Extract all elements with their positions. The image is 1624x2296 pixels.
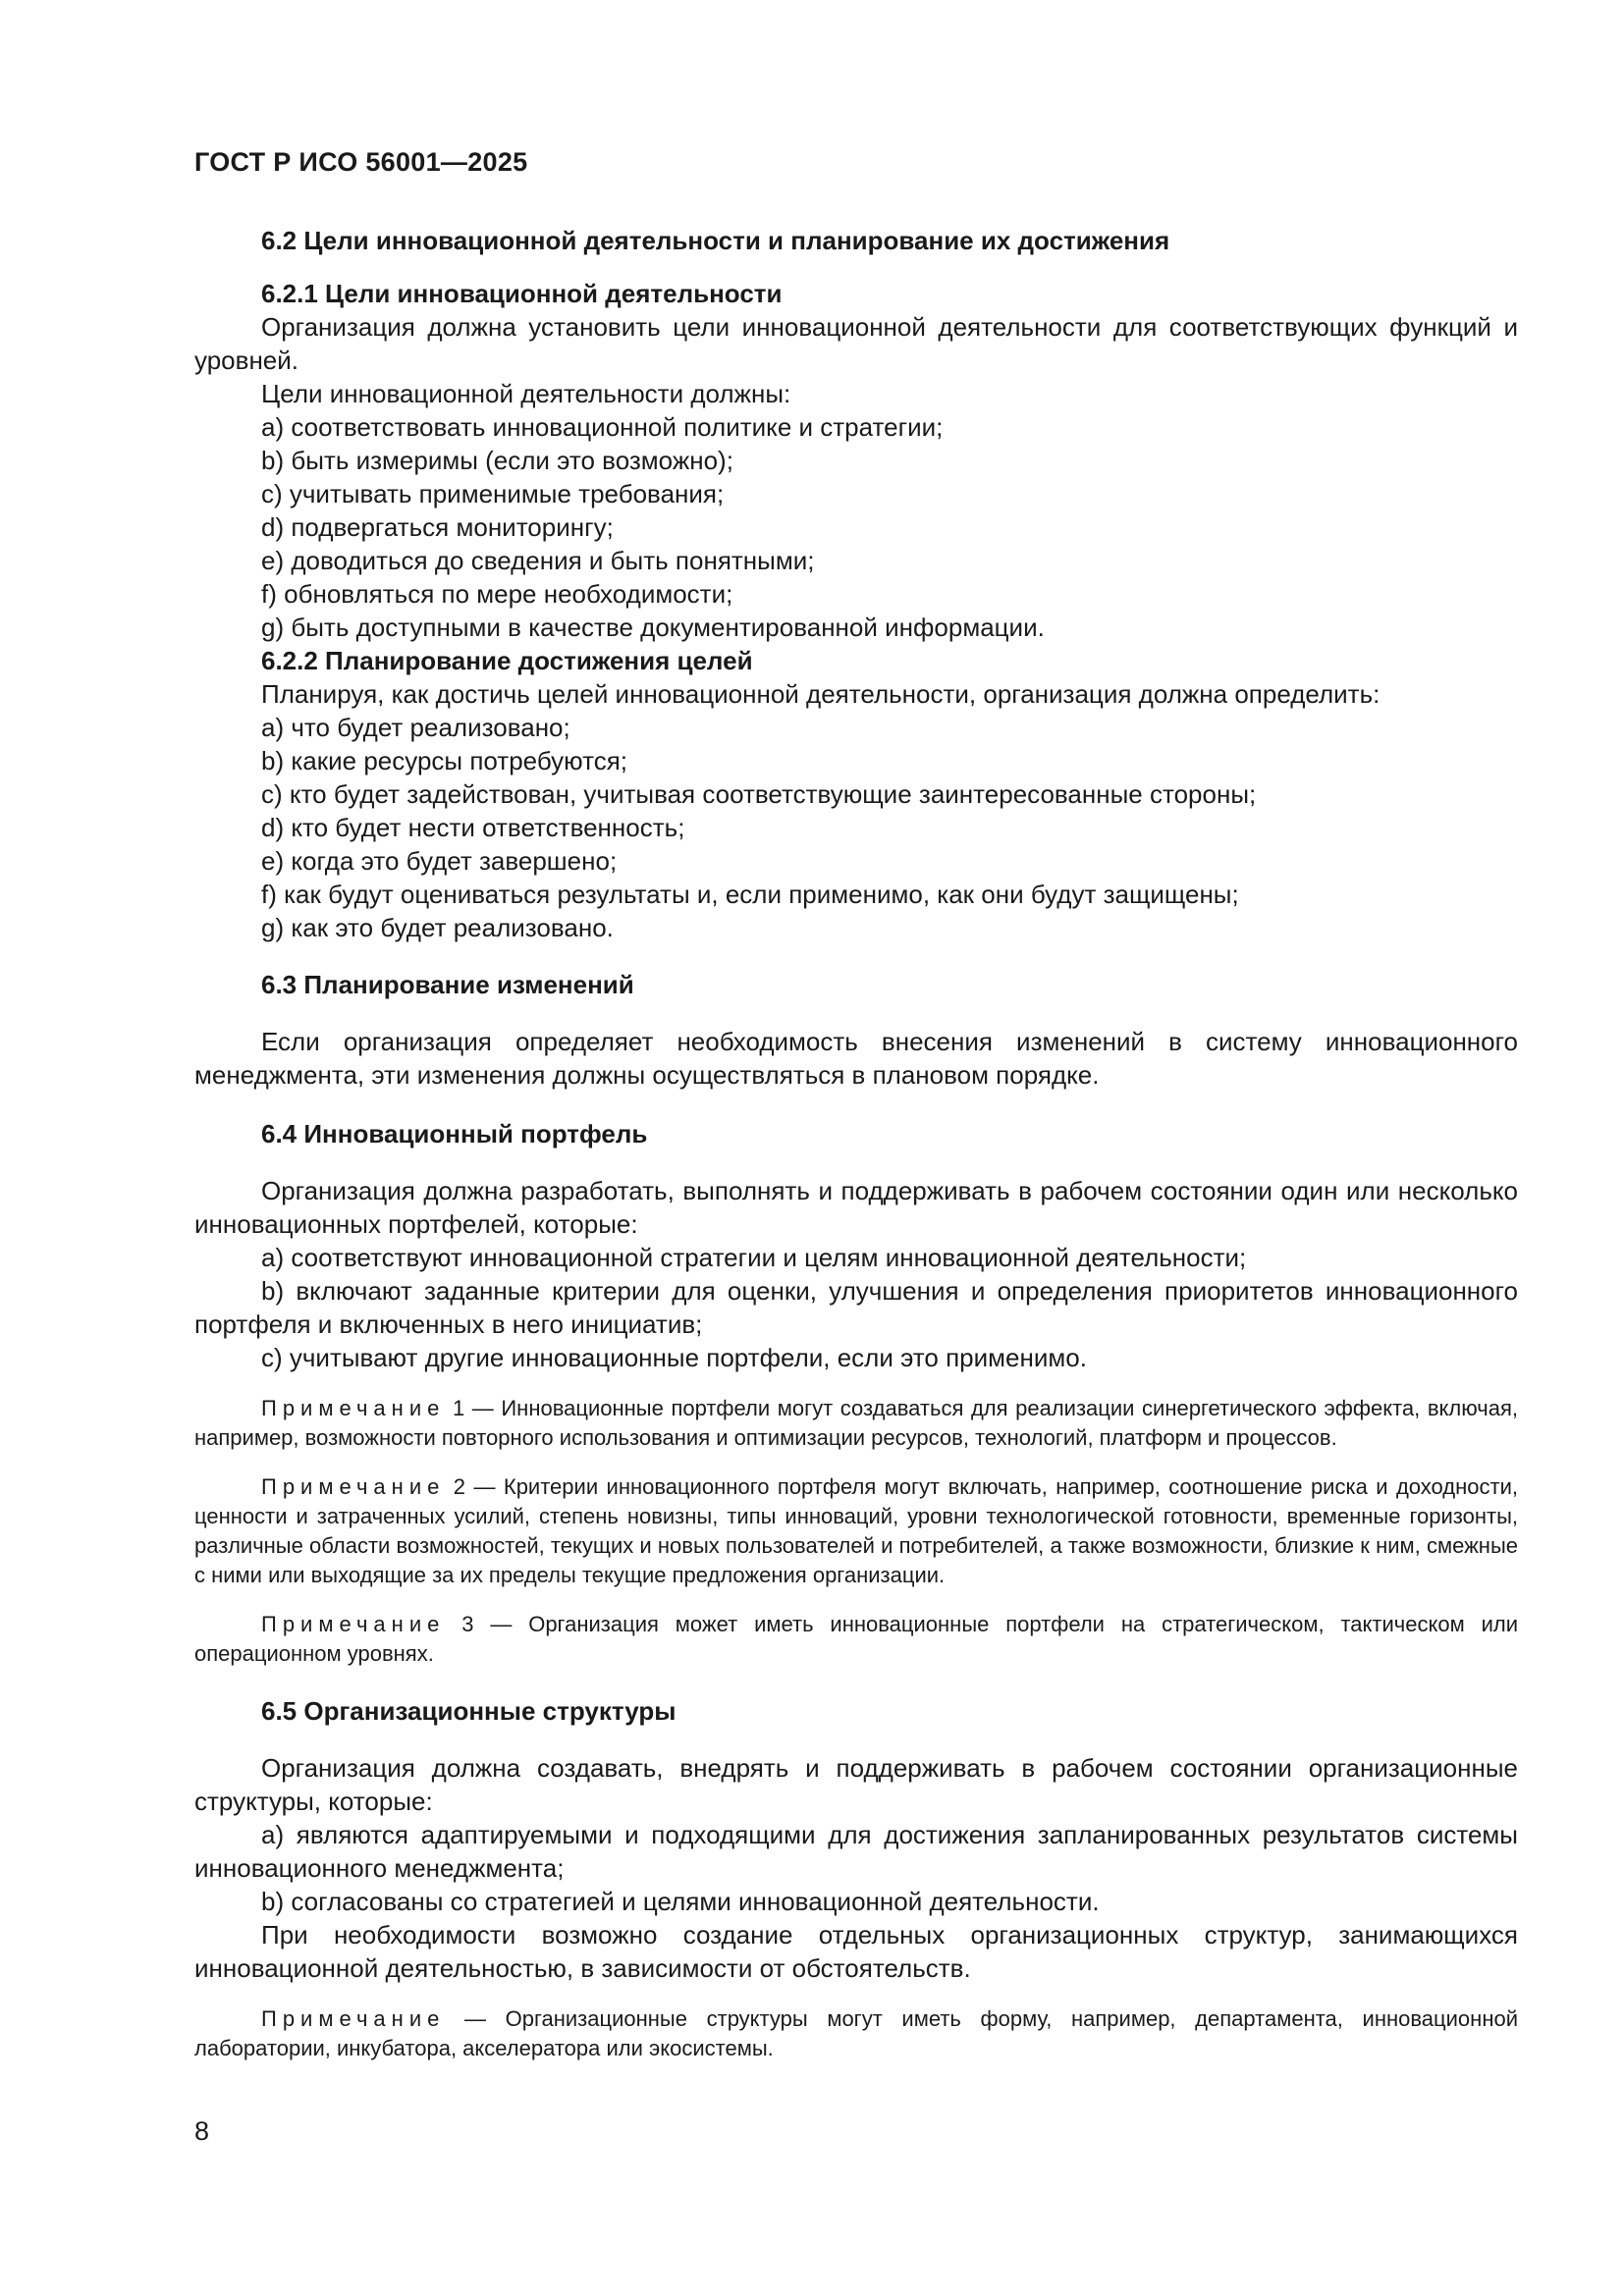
list-item: g) как это будет реализовано. [261, 913, 614, 942]
paragraph: Цели инновационной деятельности должны: [261, 379, 791, 408]
note-text: 2 — Критерии инновационного портфеля могут включать, например, соотношение риска и доходности, ценности и затраченных усилий, степень новизны, типы инноваций, уровни технологической готовности, временные горизонты, различные области возможностей, текущих и новых пользователей и потребителей, а также возможности, близкие к ним, смежные с ними или выходящие за их пределы текущие предложения организации. [194, 1474, 1518, 1587]
paragraph: При необходимости возможно создание отдельных организационных структур, занимающихся инновационной деятельностью, в зависимости от обстоятельств. [194, 1920, 1518, 1983]
list-item: g) быть доступными в качестве документированной информации. [261, 613, 1045, 642]
paragraph: Организация должна разработать, выполнять и поддерживать в рабочем состоянии один или несколько инновационных портфелей, которые: [194, 1176, 1518, 1239]
list-item: c) учитывают другие инновационные портфели, если это применимо. [261, 1343, 1087, 1372]
list-item: e) когда это будет завершено; [261, 846, 618, 876]
paragraph: Организация должна создавать, внедрять и поддерживать в рабочем состоянии организационные структуры, которые: [194, 1753, 1518, 1816]
note-structures [194, 2004, 1518, 2063]
list-item: c) кто будет задействован, учитывая соответствующие заинтересованные стороны; [261, 779, 1257, 809]
note-label: Примечание [261, 1396, 446, 1420]
section-heading-6-2: 6.2 Цели инновационной деятельности и планирование их достижения [261, 226, 1170, 255]
list-item: a) являются адаптируемыми и подходящими для достижения запланированных результатов системы инновационного менеджмента; [194, 1820, 1518, 1883]
paragraph: Если организация определяет необходимость внесения изменений в систему инновационного менеджмента, эти изменения должны осуществляться в плановом порядке. [194, 1027, 1518, 1090]
section-heading-6-3: 6.3 Планирование изменений [261, 970, 634, 999]
list-item: f) обновляться по мере необходимости; [261, 579, 733, 609]
paragraph: Планируя, как достичь целей инновационной деятельности, организация должна определить: [261, 679, 1380, 709]
list-item: d) кто будет нести ответственность; [261, 813, 685, 842]
list-item: d) подвергаться мониторингу; [261, 512, 614, 542]
list-item: f) как будут оцениваться результаты и, если применимо, как они будут защищены; [261, 880, 1239, 909]
note-label: Примечание [261, 1612, 446, 1636]
document-header: ГОСТ Р ИСО 56001—2025 [194, 147, 528, 177]
note-text: — Организационные структуры могут иметь форму, например, департамента, инновационной лаборатории, инкубатора, акселератора или экосистемы. [194, 2006, 1518, 2060]
note-text: 3 — Организация может иметь инновационные портфели на стратегическом, тактическом или операционном уровнях. [194, 1612, 1518, 1666]
note-text: 1 — Инновационные портфели могут создаваться для реализации синергетического эффекта, включая, например, возможности повторного использования и оптимизации ресурсов, технологий, платформ и процессов. [194, 1396, 1518, 1450]
paragraph: Организация должна установить цели инновационной деятельности для соответствующих функций и уровней. [194, 312, 1518, 375]
list-item: b) согласованы со стратегией и целями инновационной деятельности. [261, 1887, 1100, 1916]
note-1 [194, 1394, 1518, 1453]
list-item: a) соответствовать инновационной политике и стратегии; [261, 412, 944, 442]
list-item: a) что будет реализовано; [261, 713, 570, 742]
page-number: 8 [194, 2116, 210, 2146]
note-3 [194, 1610, 1518, 1669]
list-item: c) учитывать применимые требования; [261, 479, 725, 508]
list-item: b) быть измеримы (если это возможно); [261, 446, 733, 475]
section-heading-6-4: 6.4 Инновационный портфель [261, 1119, 648, 1148]
list-item: b) какие ресурсы потребуются; [261, 746, 628, 775]
list-item: e) доводиться до сведения и быть понятными; [261, 546, 815, 575]
document-body [194, 224, 1518, 2063]
list-item: b) включают заданные критерии для оценки, улучшения и определения приоритетов инновационного портфеля и включенных в него инициатив; [194, 1276, 1518, 1339]
section-heading-6-5: 6.5 Организационные структуры [261, 1696, 677, 1726]
note-label: Примечание [261, 2006, 446, 2031]
note-label: Примечание [261, 1474, 446, 1499]
list-item: a) соответствуют инновационной стратегии и целям инновационной деятельности; [261, 1243, 1247, 1272]
section-heading-6-2-1: 6.2.1 Цели инновационной деятельности [261, 279, 783, 308]
section-heading-6-2-2: 6.2.2 Планирование достижения целей [261, 646, 753, 675]
note-2 [194, 1472, 1518, 1590]
